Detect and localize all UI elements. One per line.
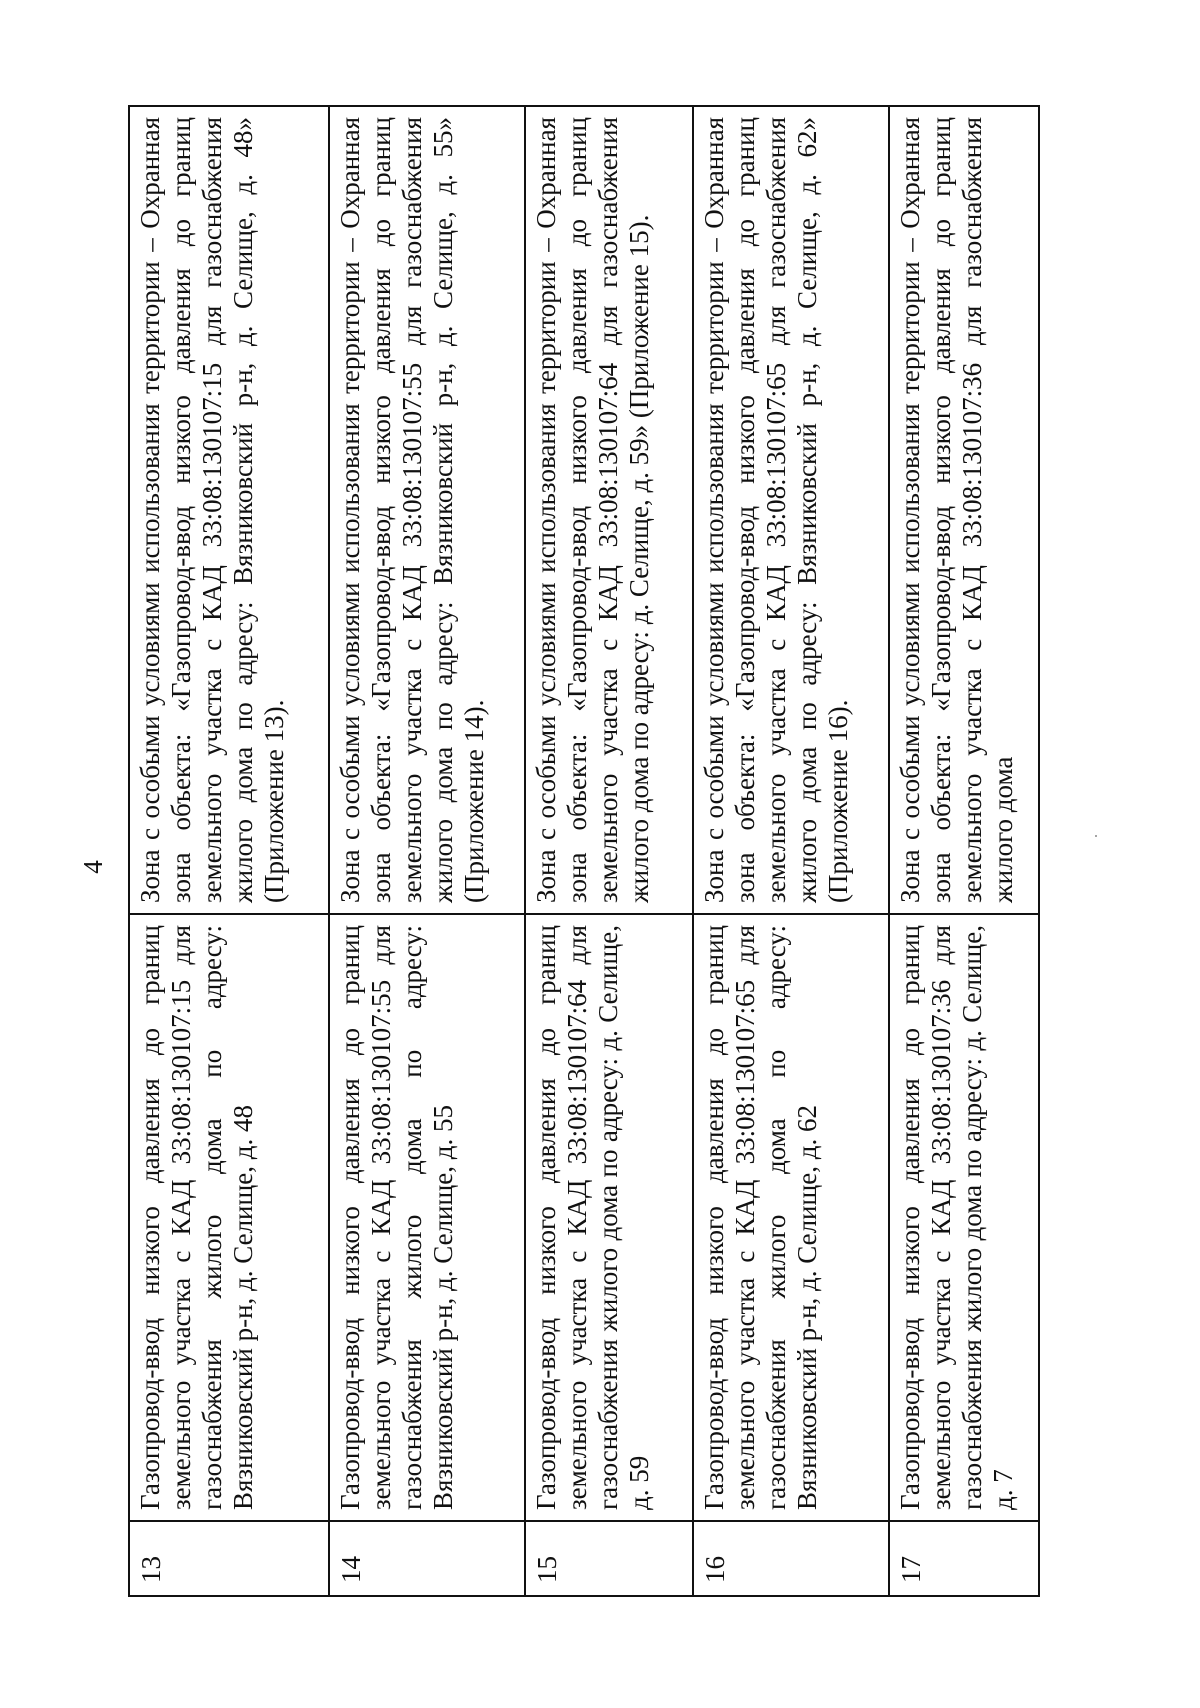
table-row: [694, 107, 890, 1595]
row-number: 15: [526, 1520, 692, 1595]
scan-speck: [1095, 835, 1097, 837]
protection-zone-cell: Зона с особыми условиями использования территории – Охранная зона объекта: «Газопровод-ввод низкого давления до границ земельного участка с КАД 33:08:130107:64 для газоснабжения жилого дома по адресу: д. Селище, д. 59» (Приложение 15).: [531, 117, 654, 903]
row-number: 16: [694, 1520, 888, 1595]
object-name-cell: Газопровод-ввод низкого давления до границ земельного участка с КАД 33:08:130107:64 для газоснабжения жилого дома по адресу: д. Селище, д. 59: [526, 913, 692, 1520]
table-row: [330, 107, 526, 1595]
protection-zone-cell: Зона с особыми условиями использования территории – Охранная зона объекта: «Газопровод-ввод низкого давления до границ земельного участка с КАД 33:08:130107:55 для газоснабжения жилого дома по адресу: Вязниковский р-н, д. Селище, д. 55» (Приложение 14).: [335, 117, 489, 903]
object-name-cell: Газопровод-ввод низкого давления до границ земельного участка с КАД 33:08:130107:36 для газоснабжения жилого дома по адресу: д. Селище, д. 7: [890, 913, 1040, 1520]
object-name-cell: Газопровод-ввод низкого давления до границ земельного участка с КАД 33:08:130107:65 для газоснабжения жилого дома по адресу: Вязниковский р-н, д. Селище, д. 62: [694, 913, 888, 1520]
page-number: 4: [78, 860, 108, 874]
table-row: [526, 107, 694, 1595]
protection-zone-cell: Зона с особыми условиями использования территории – Охранная зона объекта: «Газопровод-ввод низкого давления до границ земельного участка с КАД 33:08:130107:65 для газоснабжения жилого дома по адресу: Вязниковский р-н, д. Селище, д. 62» (Приложение 16).: [699, 117, 853, 903]
row-number: 17: [890, 1520, 1040, 1595]
protection-zone-cell: Зона с особыми условиями использования территории – Охранная зона объекта: «Газопровод-ввод низкого давления до границ земельного участка с КАД 33:08:130107:36 для газоснабжения жилого дома: [895, 117, 1018, 903]
table-row: [890, 107, 1040, 1595]
protection-zone-cell: Зона с особыми условиями использования территории – Охранная зона объекта: «Газопровод-ввод низкого давления до границ земельного участка с КАД 33:08:130107:15 для газоснабжения жилого дома по адресу: Вязниковский р-н, д. Селище, д. 48» (Приложение 13).: [135, 117, 289, 903]
row-number: 13: [130, 1520, 328, 1595]
row-number: 14: [330, 1520, 524, 1595]
object-name-cell: Газопровод-ввод низкого давления до границ земельного участка с КАД 33:08:130107:15 для газоснабжения жилого дома по адресу: Вязниковский р-н, д. Селище, д. 48: [130, 913, 328, 1520]
table-row: [130, 107, 330, 1595]
object-name-cell: Газопровод-ввод низкого давления до границ земельного участка с КАД 33:08:130107:55 для газоснабжения жилого дома по адресу: Вязниковский р-н, д. Селище, д. 55: [330, 913, 524, 1520]
objects-table: [128, 105, 1040, 1597]
